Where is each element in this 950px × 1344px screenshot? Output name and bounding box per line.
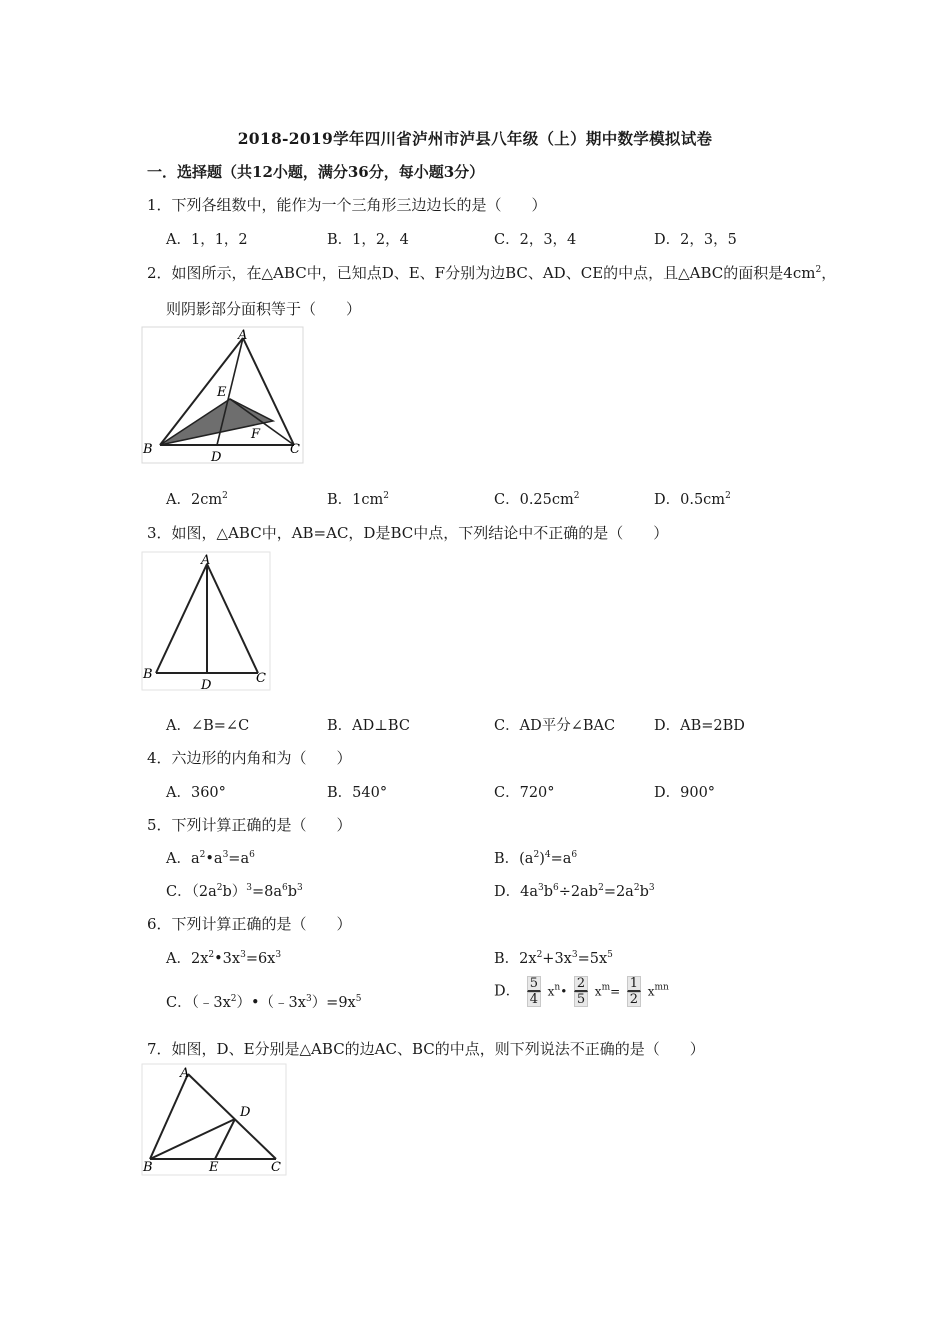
q4-option-c[interactable]: C．720° [494, 785, 555, 801]
q7-side-ac [188, 1074, 276, 1159]
q6-option-b[interactable]: B．$2x^2+3x^3=5x^5$ [494, 950, 613, 967]
q7-label-d: D [240, 1105, 251, 1120]
q6-d-fraction-3: $\frac{1}{2}$ [627, 976, 641, 1007]
q1-option-a[interactable]: A．1，1，2 [166, 232, 248, 248]
q3-option-b[interactable]: B．AD⊥BC [327, 718, 410, 734]
q6-d-fraction-1: $\frac{5}{4}$ [527, 976, 541, 1007]
question-5: 5．下列计算正确的是（ ） [147, 816, 352, 834]
q2-line1-post: ， [821, 264, 837, 282]
q2-label-d: D [211, 450, 222, 465]
q1-option-b[interactable]: B．1，2，4 [327, 232, 409, 248]
q2-line1: 2．如图所示，在△ABC中，已知点D、E、F分别为边BC、AD、CE的中点，且△ABC的面积是4cm [147, 264, 816, 282]
q3-side-ac [207, 564, 258, 673]
q4-option-a[interactable]: A．360° [166, 785, 226, 801]
q7-label-e: E [209, 1160, 219, 1175]
q2-label-c: C [290, 442, 300, 457]
q3-option-a[interactable]: A．∠B=∠C [166, 718, 250, 734]
q3-label-d: D [201, 678, 212, 692]
q2-option-d[interactable]: D．$0.5cm^2$ [654, 491, 731, 508]
q2-option-c[interactable]: C．$0.25cm^2$ [494, 491, 580, 508]
q5-option-d[interactable]: D．$4a^3b^6\div 2ab^2=2a^2b^3$ [494, 883, 655, 900]
q6-d-fraction-2: $\frac{2}{5}$ [574, 976, 588, 1007]
question-7: 7．如图，D、E分别是△ABC的边AC、BC的中点，则下列说法不正确的是（ ） [147, 1040, 705, 1058]
q7-side-ab [150, 1074, 188, 1159]
q6-option-d[interactable]: D． $\frac{5}{4}$ $x^n•$ $\frac{2}{5}$ $x^m=$ $\frac{1}{2}$ $x^{mn}$ [494, 976, 669, 1007]
q3-label-c: C [256, 671, 266, 686]
question-1: 1．下列各组数中，能作为一个三角形三边边长的是（ ） [147, 196, 547, 214]
q6-option-c[interactable]: C．$(﹣3x^2)•(﹣3x^3)=9x^5$ [166, 994, 362, 1011]
q2-label-b: B [143, 442, 153, 457]
q2-line1-sup: 2 [815, 265, 822, 275]
q3-label-a: A [201, 553, 211, 568]
q2-figure [140, 325, 305, 465]
q2-label-a: A [238, 328, 248, 343]
q2-option-b[interactable]: B．$1cm^2$ [327, 491, 389, 508]
q7-segment-bd [150, 1119, 235, 1159]
q2-label-e: E [217, 385, 227, 400]
q7-label-b: B [143, 1160, 153, 1175]
q7-segment-de [215, 1119, 235, 1159]
page-title: 2018-2019学年四川省泸州市泸县八年级（上）期中数学模拟试卷 [237, 129, 713, 148]
q4-option-d[interactable]: D．900° [654, 785, 716, 801]
question-2 [147, 262, 836, 283]
q3-figure [140, 550, 272, 692]
q2-label-f: F [251, 427, 261, 442]
q5-option-a[interactable]: A．$a^2•a^3=a^6$ [166, 850, 255, 867]
q7-figure [140, 1062, 288, 1177]
q3-label-b: B [143, 667, 153, 682]
q5-option-c[interactable]: C．$(2a^2b)^3=8a^6b^3$ [166, 883, 303, 900]
q3-option-c[interactable]: C．AD平分∠BAC [494, 718, 616, 734]
q7-label-c: C [271, 1160, 281, 1175]
q1-option-c[interactable]: C．2，3，4 [494, 232, 577, 248]
q3-option-d[interactable]: D．AB=2BD [654, 718, 745, 734]
question-2-line-2: 则阴影部分面积等于（ ） [166, 300, 362, 318]
section-heading: 一．选择题（共12小题，满分36分，每小题3分） [147, 163, 485, 181]
q2-option-a[interactable]: A．$2cm^2$ [166, 491, 228, 508]
q4-option-b[interactable]: B．540° [327, 785, 388, 801]
q3-side-ab [156, 564, 207, 673]
q6-option-a[interactable]: A．$2x^2•3x^3=6x^3$ [166, 950, 282, 967]
question-3: 3．如图，△ABC中，AB=AC，D是BC中点，下列结论中不正确的是（ ） [147, 524, 669, 542]
question-6: 6．下列计算正确的是（ ） [147, 915, 352, 933]
question-4: 4．六边形的内角和为（ ） [147, 749, 352, 767]
q7-label-a: A [180, 1066, 190, 1081]
q1-option-d[interactable]: D．2，3，5 [654, 232, 737, 248]
q5-option-b[interactable]: B．$(a^2)^4=a^6$ [494, 850, 578, 867]
